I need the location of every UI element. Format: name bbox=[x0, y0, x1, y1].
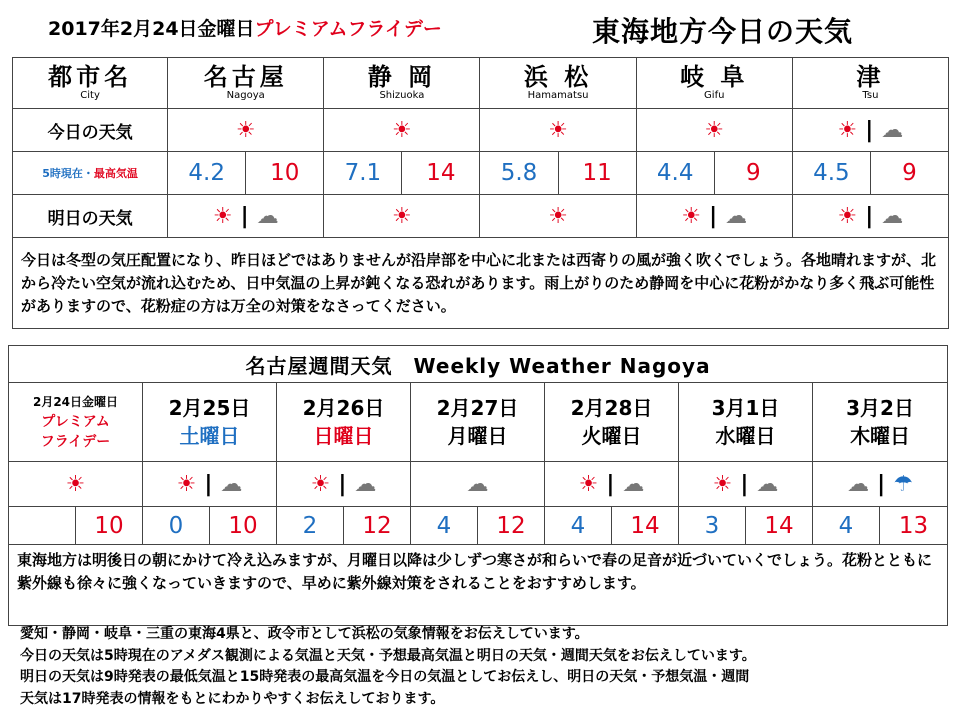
separator: | bbox=[709, 203, 718, 229]
cloud-icon: ☁ bbox=[220, 471, 243, 497]
sun-icon: ☀ bbox=[176, 471, 197, 497]
city-header-shizuoka bbox=[324, 58, 480, 109]
high-temp: 10 bbox=[76, 507, 143, 545]
city-header-tsu bbox=[792, 58, 948, 109]
weather-cell bbox=[636, 109, 792, 152]
footer-line: 今日の天気は5時現在のアメダス観測による気温と天気・予想最高気温と明日の天気・週間天気をお伝えしています。 bbox=[20, 647, 756, 664]
weekly-comment: 東海地方は明後日の朝にかけて冷え込みますが、月曜日以降は少しずつ寒さが和らいで春の足音が近づいていくでしょう。花粉とともに紫外線も徐々に強くなっていきますので、早めに紫外線対策をされることをおすすめします。 bbox=[9, 545, 948, 626]
cloud-icon: ☁ bbox=[881, 203, 904, 229]
low-temp: 0 bbox=[143, 507, 210, 545]
city-name: 津 bbox=[856, 63, 885, 91]
weekly-weather-row bbox=[9, 462, 948, 507]
weather-cell bbox=[679, 462, 813, 507]
city-name: 岐 阜 bbox=[680, 63, 749, 91]
first-day-premium-1: プレミアム bbox=[41, 414, 110, 430]
sun-icon: ☀ bbox=[704, 117, 725, 143]
weather-cell bbox=[411, 462, 545, 507]
weekly-date-row bbox=[9, 383, 948, 462]
high-temp: 14 bbox=[612, 507, 679, 545]
day-cell bbox=[143, 383, 277, 462]
high-temp: 10 bbox=[210, 507, 277, 545]
weather-cell bbox=[792, 109, 948, 152]
current-temp: 4.2 bbox=[168, 152, 246, 195]
city-label-cell bbox=[13, 58, 168, 109]
low-temp: 4 bbox=[411, 507, 478, 545]
city-header-nagoya bbox=[168, 58, 324, 109]
weather-cell bbox=[813, 462, 948, 507]
footer-line: 明日の天気は9時発表の最低気温と15時発表の最高気温を今日の気温としてお伝えし、明日の天気・予想気温・週間 bbox=[20, 669, 750, 685]
page-title: 東海地方今日の天気 bbox=[592, 15, 854, 48]
weather-cell bbox=[636, 195, 792, 238]
temperature-label bbox=[13, 152, 168, 195]
low-temp: 4 bbox=[813, 507, 880, 545]
day-cell bbox=[411, 383, 545, 462]
current-temp: 7.1 bbox=[324, 152, 402, 195]
weather-cell bbox=[480, 195, 636, 238]
day-weekday: 日曜日 bbox=[313, 424, 374, 448]
header-date bbox=[48, 14, 442, 41]
separator: | bbox=[865, 203, 874, 229]
cloud-icon: ☁ bbox=[847, 471, 870, 497]
temp-label-sep: ・ bbox=[82, 167, 94, 180]
weather-cell bbox=[480, 109, 636, 152]
sun-icon: ☀ bbox=[392, 203, 412, 229]
day-cell bbox=[679, 383, 813, 462]
weather-cell bbox=[324, 109, 480, 152]
first-day-date: 2月24日金曜日 bbox=[32, 395, 119, 409]
umbrella-icon: ☂ bbox=[893, 471, 913, 497]
current-temp: 4.5 bbox=[792, 152, 870, 195]
temperature-row bbox=[13, 152, 949, 195]
sun-icon: ☀ bbox=[235, 117, 256, 143]
sun-icon: ☀ bbox=[548, 117, 568, 143]
day-weekday: 火曜日 bbox=[581, 424, 642, 448]
high-temp: 14 bbox=[402, 152, 480, 195]
day-date: 2月25日 bbox=[168, 396, 251, 420]
cloud-icon: ☁ bbox=[466, 471, 489, 497]
cloud-icon: ☁ bbox=[354, 471, 377, 497]
cloud-icon: ☁ bbox=[256, 203, 279, 229]
separator: | bbox=[740, 471, 749, 497]
first-day-premium-2: フライデー bbox=[40, 434, 111, 450]
sun-icon: ☀ bbox=[548, 203, 568, 229]
high-temp: 12 bbox=[344, 507, 411, 545]
sun-icon: ☀ bbox=[65, 471, 86, 497]
sun-icon: ☀ bbox=[310, 471, 331, 497]
cloud-icon: ☁ bbox=[622, 471, 645, 497]
low-temp-empty bbox=[9, 507, 76, 545]
low-temp: 4 bbox=[545, 507, 612, 545]
high-temp: 9 bbox=[870, 152, 948, 195]
day-weekday: 水曜日 bbox=[715, 424, 776, 448]
city-name-en: Tsu bbox=[862, 90, 879, 101]
weather-cell bbox=[792, 195, 948, 238]
weekly-weather-table bbox=[8, 345, 948, 626]
day-weekday: 土曜日 bbox=[179, 424, 240, 448]
day-date: 3月1日 bbox=[711, 396, 780, 420]
sun-icon: ☀ bbox=[212, 203, 233, 229]
city-name-en: Nagoya bbox=[226, 90, 265, 101]
day-date: 2月28日 bbox=[570, 396, 653, 420]
separator: | bbox=[240, 203, 249, 229]
city-header-hamamatsu bbox=[480, 58, 636, 109]
footer-line: 天気は17時発表の情報をもとにわかりやすくお伝えしております。 bbox=[20, 690, 445, 707]
weather-cell bbox=[324, 195, 480, 238]
weather-cell bbox=[168, 109, 324, 152]
city-header-row bbox=[13, 58, 949, 109]
city-label: 都市名 bbox=[48, 63, 133, 91]
tomorrow-weather-label: 明日の天気 bbox=[13, 195, 168, 238]
sun-icon: ☀ bbox=[837, 203, 858, 229]
weather-cell bbox=[277, 462, 411, 507]
weather-cell bbox=[143, 462, 277, 507]
header-premium: プレミアムフライデー bbox=[254, 18, 442, 40]
sun-icon: ☀ bbox=[392, 117, 412, 143]
sun-icon: ☀ bbox=[712, 471, 733, 497]
high-temp: 13 bbox=[880, 507, 948, 545]
separator: | bbox=[865, 117, 874, 143]
city-name: 名古屋 bbox=[203, 63, 288, 91]
city-name-en: Shizuoka bbox=[379, 90, 425, 101]
temp-label-now: 5時現在 bbox=[42, 167, 83, 180]
today-weather-row bbox=[13, 109, 949, 152]
footer-notes bbox=[20, 624, 756, 710]
today-comment-row bbox=[13, 238, 949, 329]
weekly-comment-row bbox=[9, 545, 948, 626]
sun-icon: ☀ bbox=[681, 203, 702, 229]
day-date: 3月2日 bbox=[846, 396, 914, 420]
sun-icon: ☀ bbox=[578, 471, 599, 497]
high-temp: 10 bbox=[246, 152, 324, 195]
current-temp: 5.8 bbox=[480, 152, 558, 195]
low-temp: 2 bbox=[277, 507, 344, 545]
high-temp: 9 bbox=[714, 152, 792, 195]
city-name: 浜 松 bbox=[523, 63, 593, 91]
tomorrow-weather-row bbox=[13, 195, 949, 238]
day-weekday: 木曜日 bbox=[850, 424, 911, 448]
first-day-cell bbox=[9, 383, 143, 462]
city-header-gifu bbox=[636, 58, 792, 109]
weather-cell bbox=[545, 462, 679, 507]
header-date-text: 2017年2月24日金曜日 bbox=[48, 18, 255, 40]
separator: | bbox=[204, 471, 213, 497]
day-cell bbox=[277, 383, 411, 462]
high-temp: 11 bbox=[558, 152, 636, 195]
footer-line: 愛知・静岡・岐阜・三重の東海4県と、政令市として浜松の気象情報をお伝えしています。 bbox=[20, 626, 589, 642]
cloud-icon: ☁ bbox=[756, 471, 779, 497]
today-comment: 今日は冬型の気圧配置になり、昨日ほどではありませんが沿岸部を中心に北または西寄りの風が強く吹くでしょう。各地晴れますが、北から冷たい空気が流れ込むため、日中気温の上昇が鈍くなる恐れがあります。雨上がりのため静岡を中心に花粉がかなり多く飛ぶ可能性がありますので、花粉症の方は万全の対策をなさってください。 bbox=[13, 238, 949, 329]
separator: | bbox=[877, 471, 886, 497]
day-cell bbox=[813, 383, 948, 462]
city-name-en: Hamamatsu bbox=[527, 90, 589, 101]
cloud-icon: ☁ bbox=[881, 117, 904, 143]
today-weather-label: 今日の天気 bbox=[13, 109, 168, 152]
day-date: 2月27日 bbox=[436, 396, 519, 420]
separator: | bbox=[338, 471, 347, 497]
weekly-title: 名古屋週間天気 Weekly Weather Nagoya bbox=[9, 346, 948, 383]
cloud-icon: ☁ bbox=[725, 203, 748, 229]
current-temp: 4.4 bbox=[636, 152, 714, 195]
weather-cell bbox=[9, 462, 143, 507]
weekly-title-row bbox=[9, 346, 948, 383]
city-name-en: Gifu bbox=[704, 90, 725, 101]
high-temp: 12 bbox=[478, 507, 545, 545]
city-name: 静 岡 bbox=[367, 63, 437, 91]
day-date: 2月26日 bbox=[302, 396, 385, 420]
today-weather-table bbox=[12, 57, 949, 329]
sun-icon: ☀ bbox=[837, 117, 858, 143]
weekly-temperature-row bbox=[9, 507, 948, 545]
day-cell bbox=[545, 383, 679, 462]
weather-cell bbox=[168, 195, 324, 238]
city-label-en: City bbox=[80, 90, 100, 101]
low-temp: 3 bbox=[679, 507, 746, 545]
high-temp: 14 bbox=[746, 507, 813, 545]
day-weekday: 月曜日 bbox=[447, 424, 508, 448]
temp-label-high: 最高気温 bbox=[93, 167, 138, 180]
separator: | bbox=[606, 471, 615, 497]
